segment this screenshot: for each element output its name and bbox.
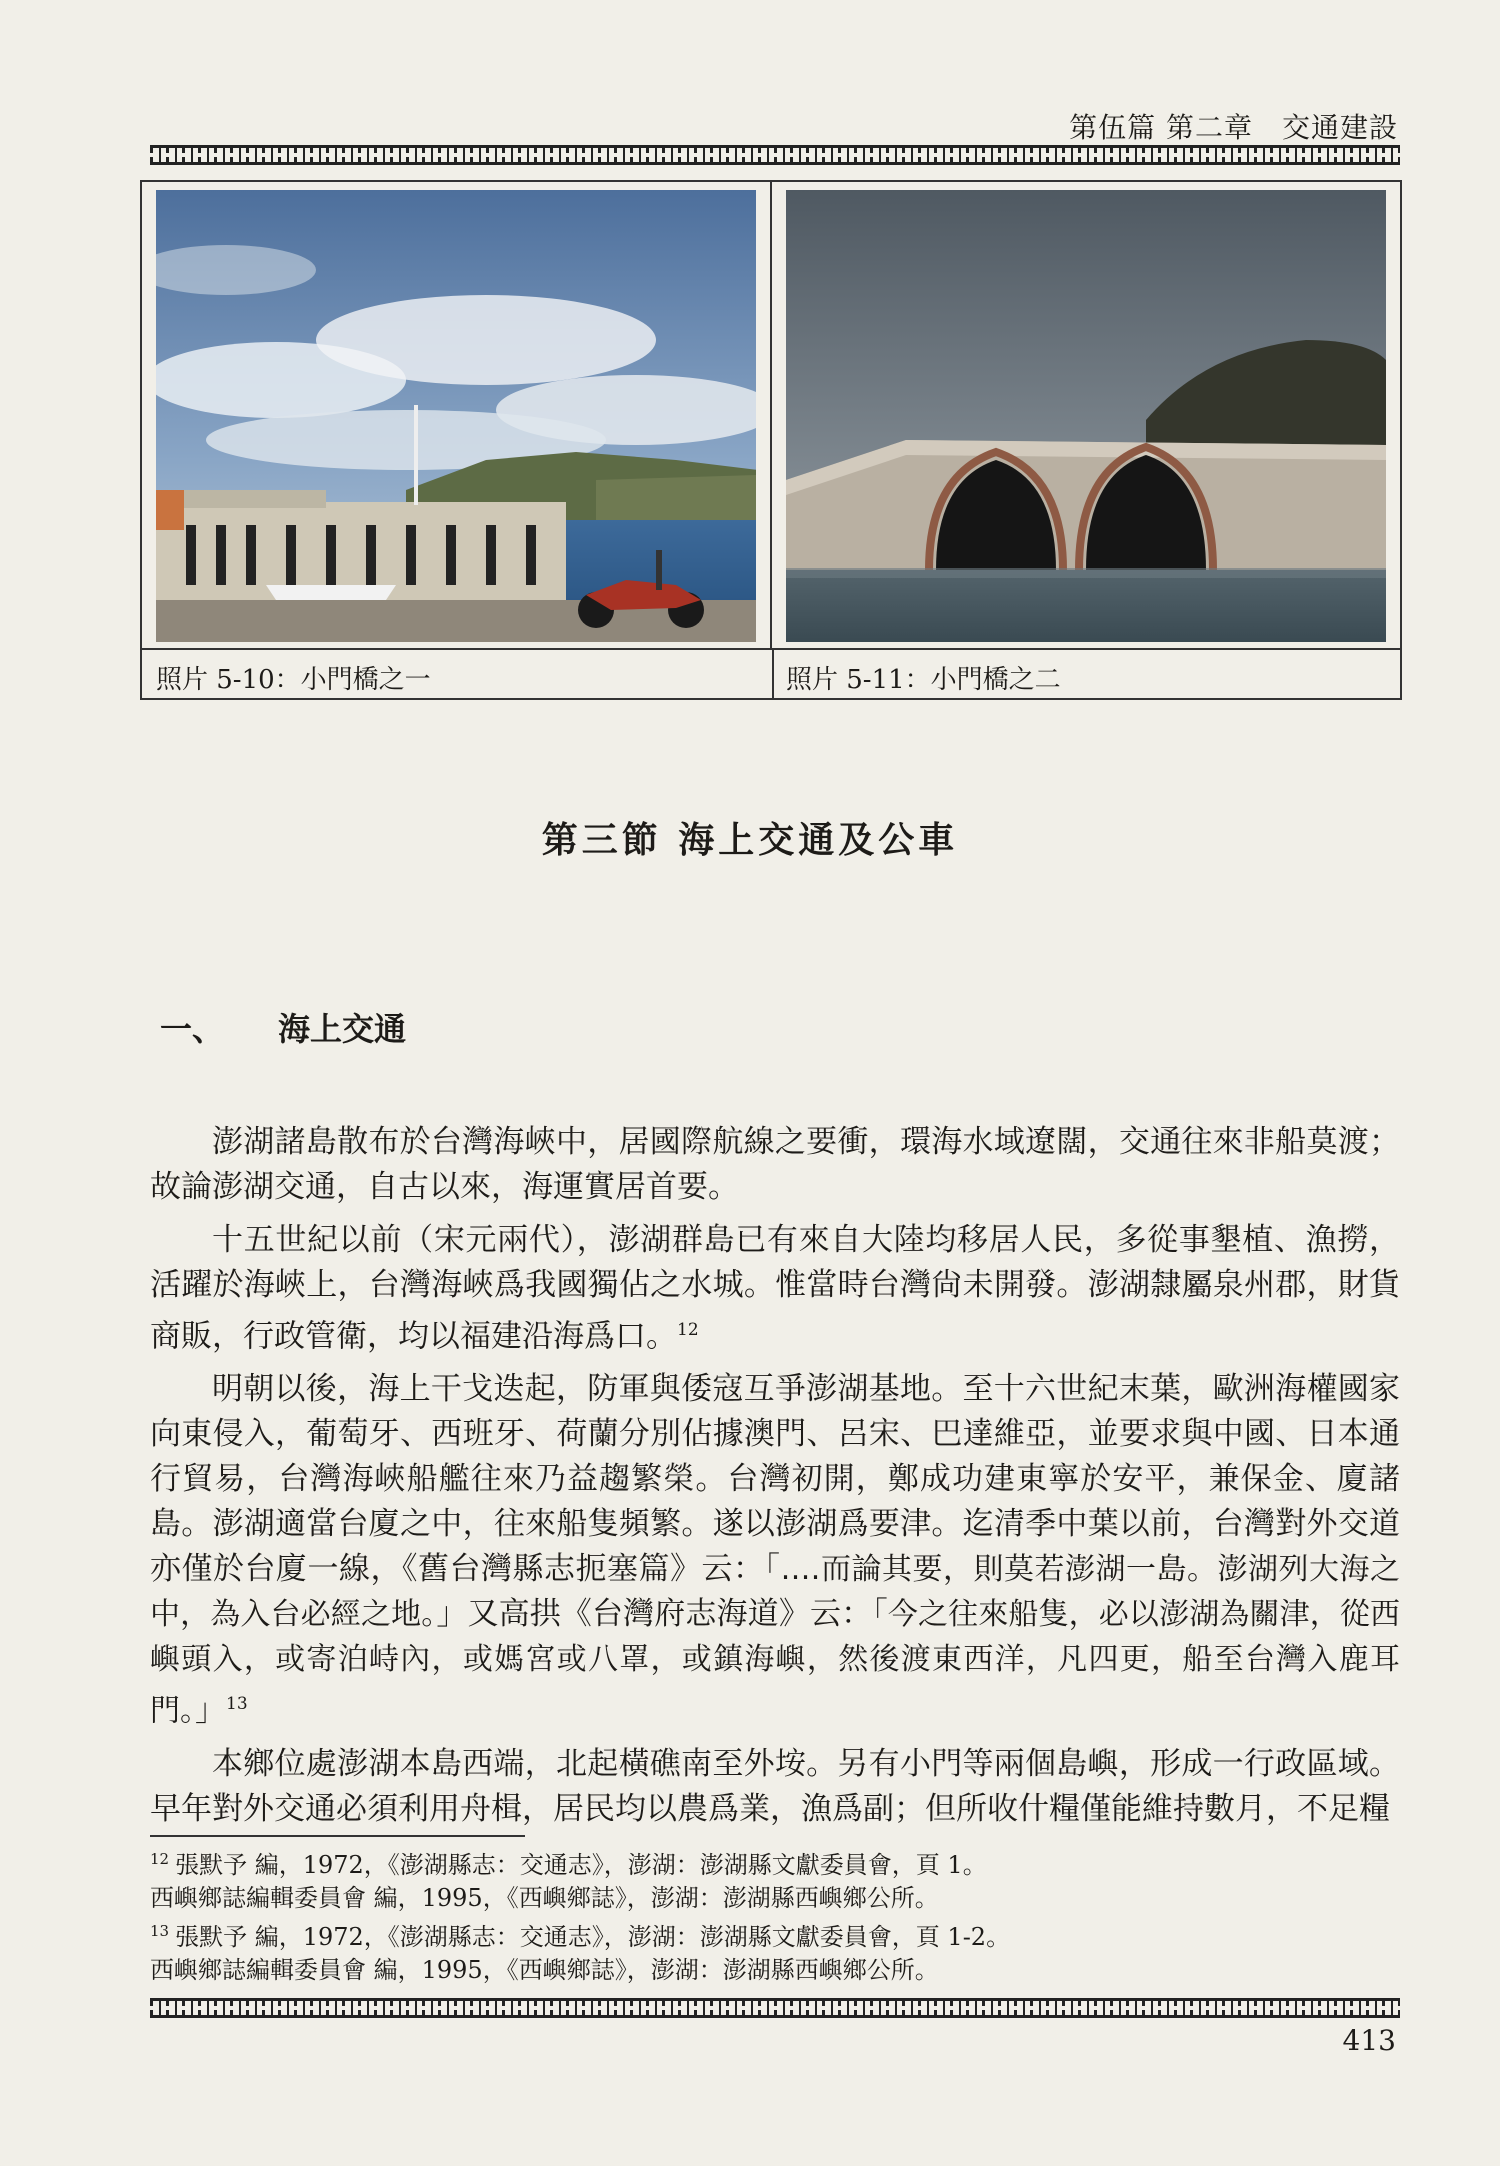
footnote-text: 張默予 編，1972，《澎湖縣志：交通志》，澎湖：澎湖縣文獻委員會，頁 1。 — [175, 1851, 987, 1879]
footnote-ref-12: 12 — [677, 1320, 699, 1340]
footnote-text: 張默予 編，1972，《澎湖縣志：交通志》，澎湖：澎湖縣文獻委員會，頁 1-2。 — [175, 1923, 1011, 1951]
footnotes — [150, 1843, 1400, 1987]
paragraph-3-text-a: 明朝以後，海上干戈迭起，防軍與倭寇互爭澎湖基地。至十六世紀末葉，歐洲海權國家向東侵入，葡萄牙、西班牙、荷蘭分別佔據澳門、呂宋、巴達維亞，並要求與中國、日本通行貿易，台灣海峽船艦往來乃益趨繁榮。台灣初開，鄭成功建東寧於安平，兼保金、廈諸島。澎湖適當台廈之中，往來船隻頻繁。遂以澎湖爲要津。迄清季中葉以前，台灣對外交道亦僅於台廈一線，《舊台灣縣志扼塞篇》云：「 — [150, 1371, 1400, 1588]
caption-divider — [772, 650, 774, 700]
photo-caption-right: 照片 5-11：小門橋之二 — [786, 665, 1061, 695]
footnote-ref-13: 13 — [226, 1694, 248, 1715]
photo-caption-left: 照片 5-10：小門橋之一 — [156, 665, 431, 695]
paragraph-1-text: 澎湖諸島散布於台灣海峽中，居國際航線之要衝，環海水域遼闊，交通往來非船莫渡；故論澎湖交通，自古以來，海運實居首要。 — [150, 1124, 1400, 1205]
footnote-text: 西嶼鄉誌編輯委員會 編，1995，《西嶼鄉誌》，澎湖：澎湖縣西嶼鄉公所。 — [150, 1884, 939, 1912]
paragraph-1 — [150, 1120, 1400, 1210]
footnote-line — [150, 1915, 1400, 1954]
paragraph-4-text: 本鄉位處澎湖本島西端，北起橫礁南至外垵。另有小門等兩個島嶼，形成一行政區域。早年對外交通必須利用舟楫，居民均以農爲業，漁爲副；但所收什糧僅能維持數月，不足糧 — [150, 1745, 1400, 1827]
paragraph-4 — [150, 1742, 1400, 1832]
footnote-line — [150, 1954, 1400, 1987]
paragraph-2-text: 十五世紀以前（宋元兩代），澎湖群島已有來自大陸均移居人民，多從事墾植、漁撈，活躍於海峽上，台灣海峽爲我國獨佔之水城。惟當時台灣尙未開發。澎湖隸屬泉州郡，財貨商販，行政管衛，均以福建沿海爲口。 — [150, 1222, 1400, 1355]
footnote-text: 西嶼鄉誌編輯委員會 編，1995，《西嶼鄉誌》，澎湖：澎湖縣西嶼鄉公所。 — [150, 1956, 939, 1984]
decorative-border-bottom — [150, 1998, 1400, 2018]
page-number: 413 — [1342, 2024, 1396, 2057]
paragraph-2 — [150, 1218, 1400, 1359]
footnote-rule — [150, 1835, 525, 1837]
decorative-border-top — [150, 145, 1400, 165]
photo-cell-left — [142, 182, 772, 648]
photo-cell-right — [772, 182, 1400, 648]
footnote-line — [150, 1882, 1400, 1915]
quote-2: 今之往來船隻，必以澎湖為關津，從西嶼頭入，或寄泊峙內，或媽宮或八罩，或鎮海嶼，然後渡東西洋，凡四更，船至台灣入鹿耳門。 — [150, 1597, 1401, 1729]
footnote-line — [150, 1843, 1400, 1882]
bridge-photo — [786, 190, 1386, 642]
subsection-heading — [160, 1004, 406, 1050]
footnote-number: 13 — [150, 1922, 170, 1940]
subsection-title: 海上交通 — [278, 1010, 407, 1048]
caption-row — [142, 648, 1400, 700]
footnote-number: 12 — [150, 1850, 170, 1868]
bridge-photo-image — [786, 190, 1386, 642]
subsection-number: 一、 — [160, 1010, 225, 1048]
harbor-photo — [156, 190, 756, 642]
paragraph-3-text-c: 」 — [195, 1692, 226, 1729]
body-text — [150, 1120, 1400, 1840]
paragraph-3-text-b: 」又高拱《台灣府志海道》云：「 — [436, 1596, 888, 1633]
quote-1: ‥‥而論其要，則莫若澎湖一島。澎湖列大海之中，為入台必經之地。 — [150, 1552, 1400, 1633]
harbor-photo-image — [156, 190, 756, 642]
photo-table — [140, 180, 1402, 700]
running-head: 第伍篇 第二章 交通建設 — [1069, 111, 1398, 144]
paragraph-3 — [150, 1367, 1400, 1733]
section-title: 第三節 海上交通及公車 — [541, 820, 959, 861]
